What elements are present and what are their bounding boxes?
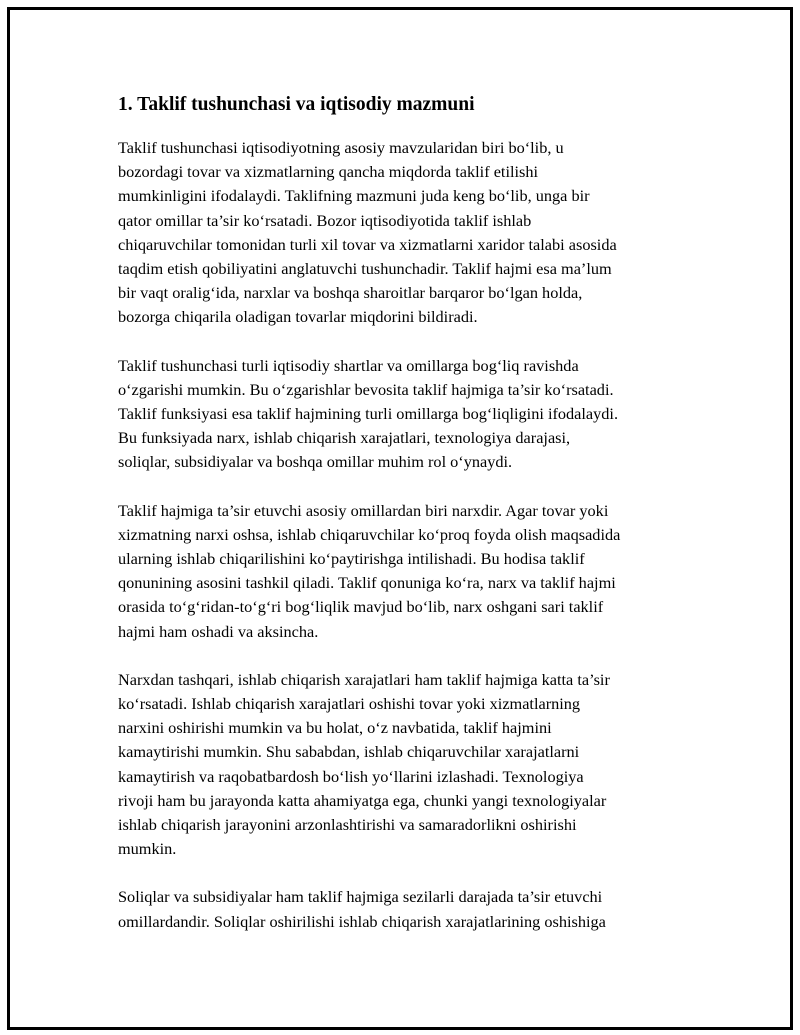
text-line: soliqlar, subsidiyalar va boshqa omillar muhim rol o‘ynaydi.: [118, 452, 513, 472]
text-line: ko‘rsatadi. Ishlab chiqarish xarajatlari oshishi tovar yoki xizmatlarning: [118, 694, 581, 714]
text-line: Taklif tushunchasi turli iqtisodiy shartlar va omillarga bog‘liq ravishda: [118, 355, 579, 375]
text-line: chiqaruvchilar tomonidan turli xil tovar va xizmatlarni xaridor talabi asosida: [118, 234, 617, 254]
text-line: Taklif funksiyasi esa taklif hajmining turli omillarga bog‘liqligini ifodalaydi.: [118, 404, 619, 424]
text-line: bir vaqt oralig‘ida, narxlar va boshqa sharoitlar barqaror bo‘lgan holda,: [118, 283, 583, 303]
text-line: mumkin.: [118, 839, 177, 859]
text-line: Bu funksiyada narx, ishlab chiqarish xarajatlari, texnologiya darajasi,: [118, 428, 571, 448]
text-line: o‘zgarishi mumkin. Bu o‘zgarishlar bevosita taklif hajmiga ta’sir ko‘rsatadi.: [118, 379, 614, 399]
text-line: hajmi ham oshadi va aksincha.: [118, 621, 319, 641]
paragraph: [118, 885, 698, 933]
text-line: bozorga chiqarila oladigan tovarlar miqdorini bildiradi.: [118, 307, 478, 327]
text-line: orasida to‘g‘ridan-to‘g‘ri bog‘liqlik mavjud bo‘lib, narx oshgani sari taklif: [118, 597, 604, 617]
text-line: narxini oshirishi mumkin va bu holat, o‘z navbatida, taklif hajmini: [118, 718, 552, 738]
paragraph: [118, 499, 698, 644]
text-line: Taklif tushunchasi iqtisodiyotning asosiy mavzularidan biri bo‘lib, u: [118, 138, 564, 157]
paragraph: [118, 668, 698, 862]
text-line: omillardandir. Soliqlar oshirilishi ishlab chiqarish xarajatlarining oshishiga: [118, 911, 606, 931]
text-line: mumkinligini ifodalaydi. Taklifning mazmuni juda keng bo‘lib, unga bir: [118, 186, 590, 206]
text-line: Taklif hajmiga ta’sir etuvchi asosiy omillardan biri narxdir. Agar tovar yoki: [118, 500, 609, 520]
text-line: Soliqlar va subsidiyalar ham taklif hajmiga sezilarli darajada ta’sir etuvchi: [118, 887, 603, 907]
text-line: ishlab chiqarish jarayonini arzonlashtirishi va samaradorlikni oshirishi: [118, 815, 577, 835]
section-heading: 1. Taklif tushunchasi va iqtisodiy mazmuni: [118, 94, 475, 115]
text-line: rivoji ham bu jarayonda katta ahamiyatga ega, chunki yangi texnologiyalar: [118, 790, 607, 810]
text-line: Narxdan tashqari, ishlab chiqarish xarajatlari ham taklif hajmiga katta ta’sir: [118, 669, 610, 689]
text-line: qator omillar ta’sir ko‘rsatadi. Bozor iqtisodiyotida taklif ishlab: [118, 210, 532, 230]
text-line: qonunining asosini tashkil qiladi. Taklif qonuniga ko‘ra, narx va taklif hajmi: [118, 573, 616, 593]
text-line: ularning ishlab chiqarilishini ko‘paytirishga intilishadi. Bu hodisa taklif: [118, 549, 585, 569]
paragraph: [118, 354, 698, 475]
text-line: taqdim etish qobiliyatini anglatuvchi tushunchadir. Taklif hajmi esa ma’lum: [118, 259, 612, 279]
text-line: bozordagi tovar va xizmatlarning qancha miqdorda taklif etilishi: [118, 162, 539, 182]
text-line: kamaytirish va raqobatbardosh bo‘lish yo‘llarini izlashadi. Texnologiya: [118, 766, 584, 786]
document-body: [118, 92, 698, 958]
text-line: kamaytirishi mumkin. Shu sababdan, ishlab chiqaruvchilar xarajatlarni: [118, 742, 580, 762]
text-line: xizmatning narxi oshsa, ishlab chiqaruvchilar ko‘proq foyda olish maqsadida: [118, 524, 621, 544]
paragraph: [118, 136, 698, 330]
